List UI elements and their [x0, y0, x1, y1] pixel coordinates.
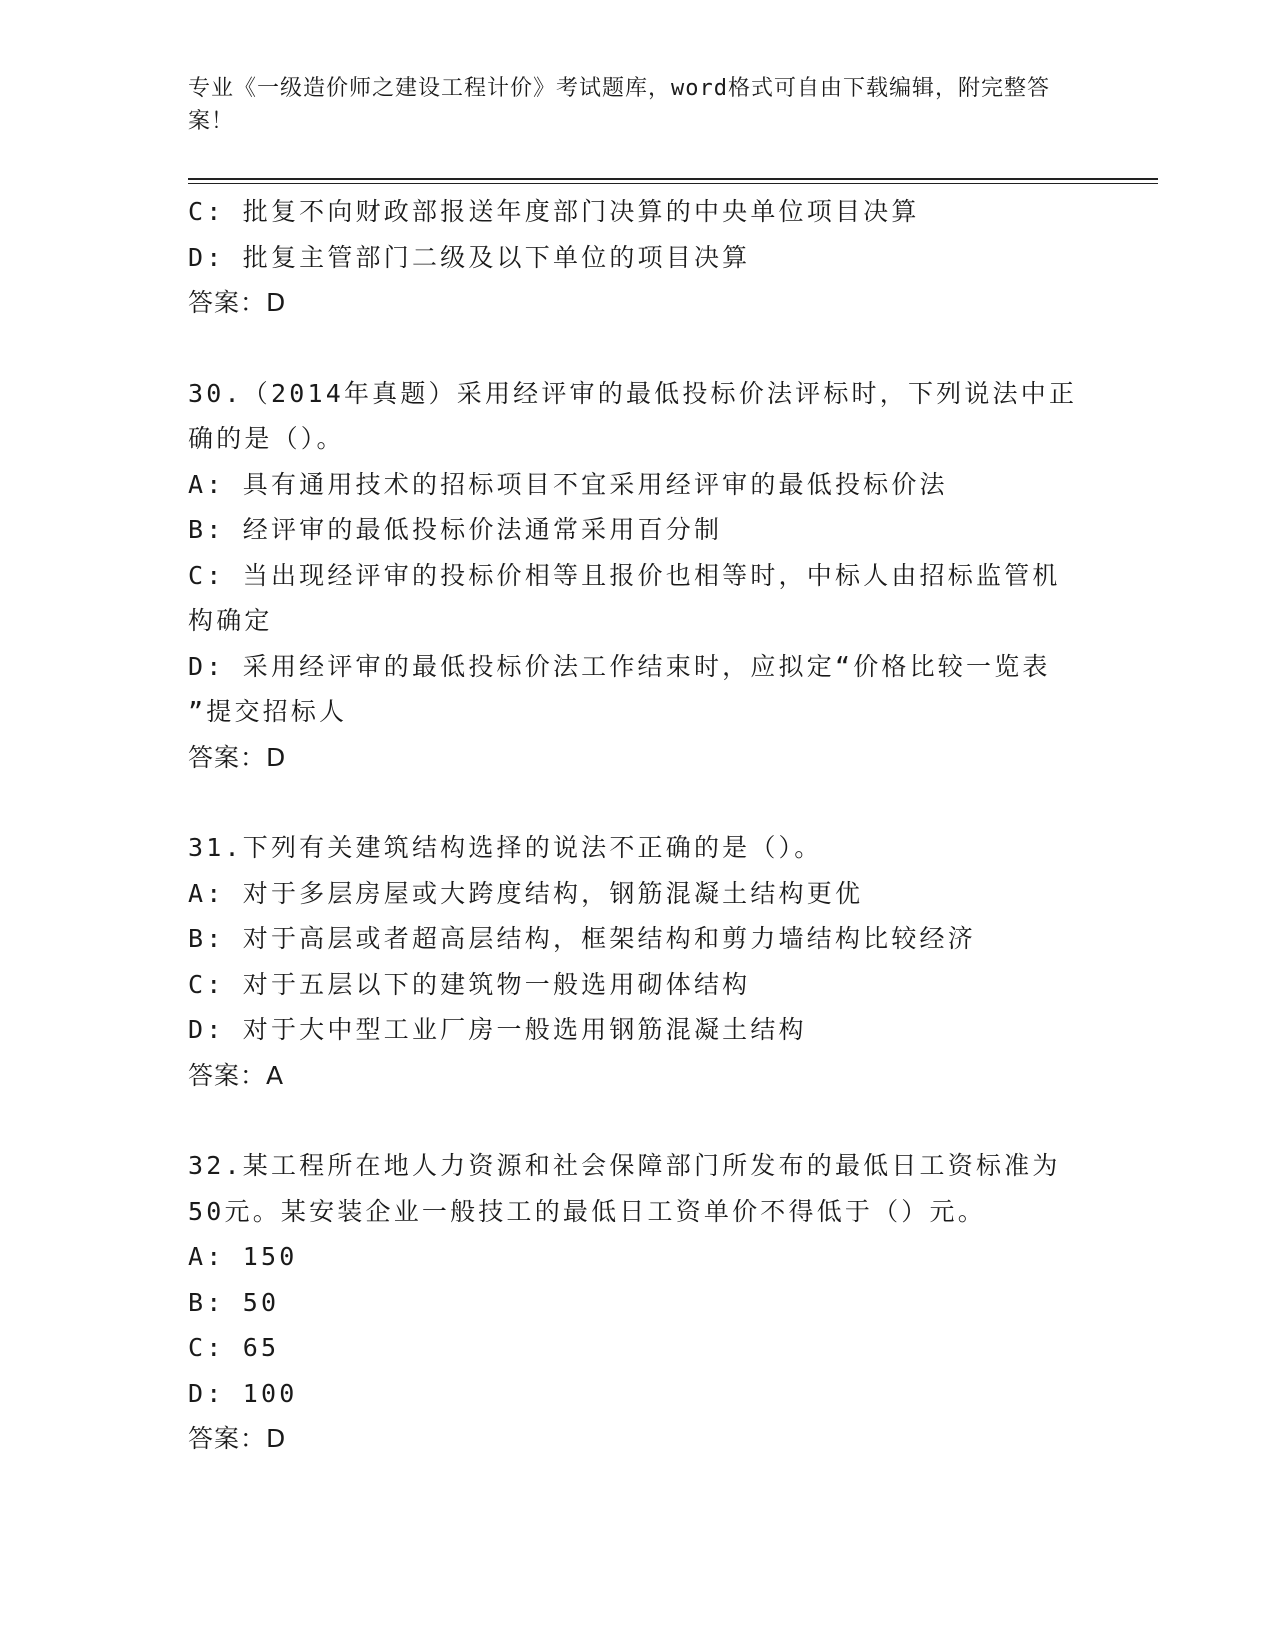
option-d-line-1: D: 采用经评审的最低投标价法工作结束时，应拟定“价格比较一览表: [188, 651, 1051, 681]
answer-line: 答案：D: [188, 288, 287, 317]
question-30: [188, 371, 1088, 781]
option-b: B: 对于高层或者超高层结构，框架结构和剪力墙结构比较经济: [188, 924, 976, 953]
header-text: 专业《一级造价师之建设工程计价》考试题库，word格式可自由下载编辑，附完整答案！: [188, 76, 1050, 134]
header-divider-thick: [188, 178, 1158, 180]
option-c: C: 对于五层以下的建筑物一般选用砌体结构: [188, 969, 751, 999]
answer-line: 答案：D: [188, 742, 287, 772]
question-spacer: [188, 780, 1088, 825]
option-a: A: 具有通用技术的招标项目不宜采用经评审的最低投标价法: [188, 469, 948, 499]
document-body: [188, 189, 1088, 1462]
document-header: [188, 72, 1088, 138]
option-d: D: 对于大中型工业厂房一般选用钢筋混凝土结构: [188, 1015, 807, 1044]
option-c-line-1: C: 当出现经评审的投标价相等且报价也相等时，中标人由招标监管机: [188, 560, 1061, 590]
option-c: C: 批复不向财政部报送年度部门决算的中央单位项目决算: [188, 197, 920, 226]
option-a: A: 150: [188, 1242, 298, 1271]
question-stem-line-2: 50元。某安装企业一般技工的最低日工资单价不得低于（）元。: [188, 1196, 986, 1226]
question-32: [188, 1143, 1088, 1462]
question-29: [188, 189, 1088, 326]
question-stem-line-2: 确的是（）。: [188, 424, 345, 453]
question-stem-line-1: 30.（2014年真题）采用经评审的最低投标价法评标时，下列说法中正: [188, 378, 1078, 408]
option-b: B: 50: [188, 1287, 280, 1317]
question-spacer: [188, 326, 1088, 371]
option-d: D: 批复主管部门二级及以下单位的项目决算: [188, 242, 751, 272]
option-d: D: 100: [188, 1378, 298, 1408]
question-31: [188, 825, 1088, 1098]
option-d-line-2: ”提交招标人: [188, 697, 348, 726]
option-a: A: 对于多层房屋或大跨度结构，钢筋混凝土结构更优: [188, 878, 864, 908]
question-stem-line-1: 32.某工程所在地人力资源和社会保障部门所发布的最低日工资标准为: [188, 1151, 1061, 1180]
option-b: B: 经评审的最低投标价法通常采用百分制: [188, 515, 723, 544]
header-divider-thin: [188, 183, 1158, 184]
answer-line: 答案：D: [188, 1424, 287, 1453]
question-stem: 31.下列有关建筑结构选择的说法不正确的是（）。: [188, 833, 823, 862]
option-c-line-2: 构确定: [188, 606, 273, 635]
answer-line: 答案：A: [188, 1060, 285, 1090]
option-c: C: 65: [188, 1333, 280, 1362]
question-spacer: [188, 1098, 1088, 1143]
